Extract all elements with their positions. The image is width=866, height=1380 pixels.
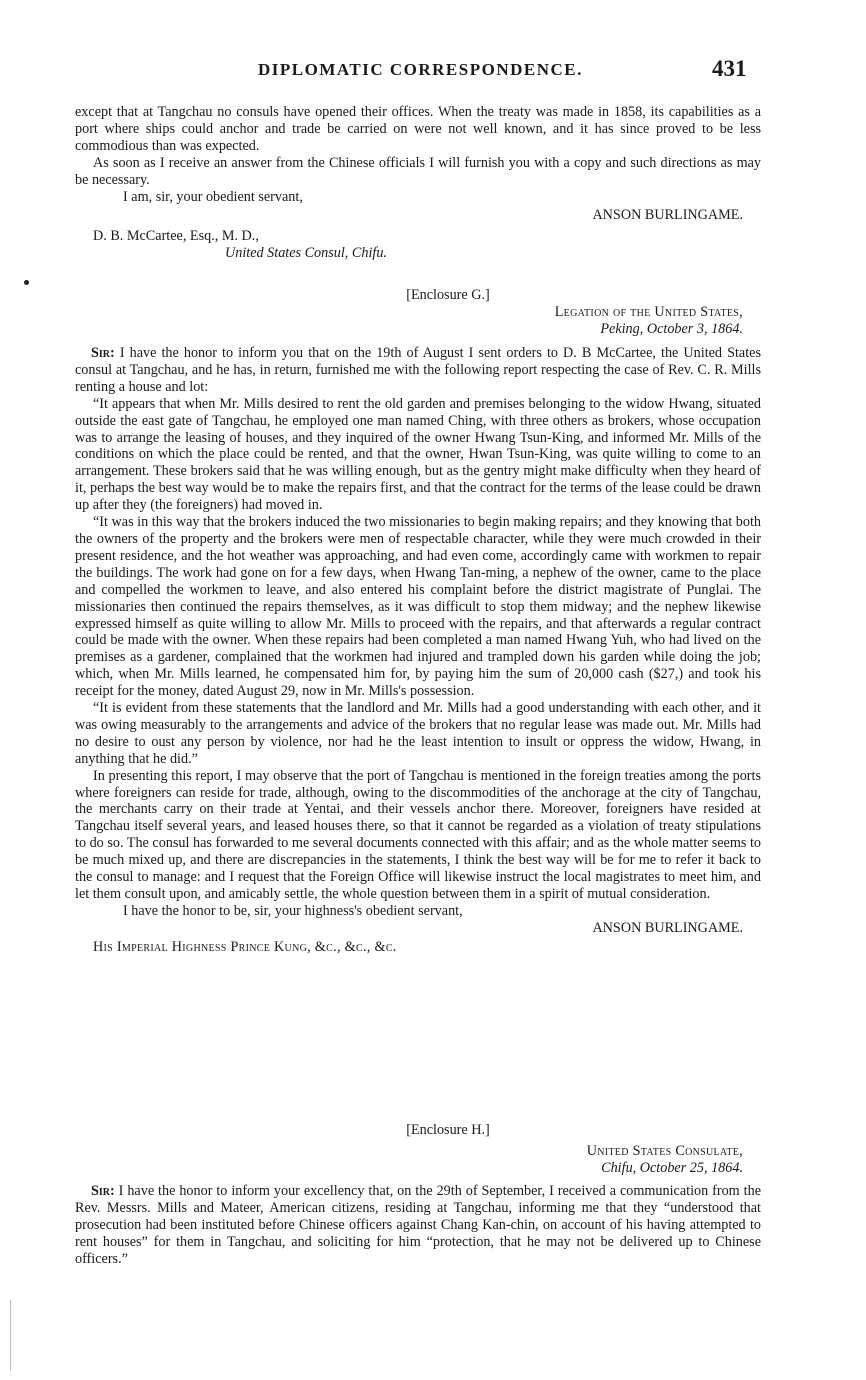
previous-letter-end	[75, 104, 761, 262]
enclosure-label: [Enclosure G.]	[406, 287, 490, 303]
paragraph: I have the honor to inform your excellency that, on the 29th of September, I received a communication from the Rev. Messrs. Mills and Mateer, American citizens, residing at Tangchau, informing me that they “understood that prosecution had been instituted before Chinese officers against Chang Kan-chin, on account of his having attempted to rent houses” for them in Tangchau, and soliciting for him “protection, that he may not be delivered up to Chinese officers.”	[75, 1183, 761, 1267]
salutation: Sir:	[91, 1183, 115, 1199]
dateline: Peking, October 3, 1864.	[600, 320, 743, 337]
paragraph: I have the honor to inform you that on the 19th of August I sent orders to D. B McCartee, the United States consul at Tangchau, and he has, in return, furnished me with the following report respecting the case of Rev. C. R. Mills renting a house and lot:	[75, 345, 761, 395]
closing-line: I am, sir, your obedient servant,	[123, 188, 303, 205]
signature: ANSON BURLINGAME.	[592, 207, 743, 224]
signature: ANSON BURLINGAME.	[592, 919, 743, 936]
running-header	[0, 56, 866, 86]
addressee-title: United States Consul, Chifu.	[225, 245, 387, 262]
page-edge-line	[10, 1300, 11, 1370]
addressee: His Imperial Highness Prince Kung, &c., &c., &c.	[93, 938, 397, 955]
quoted-paragraph: “It is evident from these statements that the landlord and Mr. Mills had a good understanding with each other, and it was owing measurably to the arrangements and advice of the brokers that no regular lease was made out. Mr. Mills had no desire to oust any person by violence, nor had he the least intention to insult or oppress the widow, Hwang, in anything that he did.”	[75, 700, 761, 767]
enclosure-g-body	[75, 345, 761, 956]
closing-line: I have the honor to be, sir, your highness's obedient servant,	[123, 902, 463, 919]
sender-line: Legation of the United States,	[554, 303, 743, 320]
dateline: Chifu, October 25, 1864.	[601, 1159, 743, 1176]
enclosure-h-body	[75, 1183, 761, 1268]
margin-mark	[24, 280, 29, 285]
paragraph: As soon as I receive an answer from the Chinese officials I will furnish you with a copy and such directions as may be necessary.	[75, 154, 761, 188]
salutation: Sir:	[91, 345, 115, 361]
enclosure-h-heading	[75, 1122, 761, 1177]
paragraph: except that at Tangchau no consuls have opened their offices. When the treaty was made in 1858, its capabilities as a port where ships could anchor and trade be carried on were not well known, and it has since proved to be less commodious than was expected.	[75, 104, 761, 154]
quoted-paragraph: “It appears that when Mr. Mills desired to rent the old garden and premises belonging to the widow Hwang, situated outside the east gate of Tangchau, he employed one man named Ching, with three others as brokers, whose occupation was to arrange the leasing of houses, and they inquired of the owner Hwang Tsun-King, and informed Mr. Mills of the conditions on which the place could be rented, and that the owner, Hwan Tsun-King, was quite willing to come to an arrangement. These brokers said that he was willing enough, but as the gentry might make difficulty when they heard of it, perhaps the best way would be to make the repairs first, and that the contract for the terms of the lease could be drawn up after they (the foreigners) had moved in.	[75, 395, 761, 514]
enclosure-g-heading	[75, 287, 761, 338]
page-number: 431	[712, 56, 747, 81]
sender-line: United States Consulate,	[586, 1142, 743, 1159]
paragraph: In presenting this report, I may observe that the port of Tangchau is mentioned in the foreign treaties among the ports where foreigners can reside for trade, although, owing to the discommodities of the anchorage at the city of Tangchau, the merchants carry on their trade at Yentai, and their vessels anchor there. Moreover, foreigners have resided at Tangchau itself several years, and leased houses there, so that it cannot be regarded as a violation of treaty stipulations to do so. The consul has forwarded to me several documents connected with this affair; and as the whole matter seems to be much mixed up, and there are discrepancies in the statements, I think the best way will be for me to refer it back to the consul to manage: and I request that the Foreign Office will likewise instruct the local magistrates to meet him, and let them consult upon, and amicably settle, the whole question between them in a spirit of mutual consideration.	[75, 767, 761, 902]
addressee-name: D. B. McCartee, Esq., M. D.,	[93, 228, 259, 245]
quoted-paragraph: “It was in this way that the brokers induced the two missionaries to begin making repairs; and they knowing that both the owners of the property and the brokers were men of respectable character, while they were much crowded in their present residence, and the hot weather was approaching, and had even come, accordingly came with workmen to repair the buildings. The work had gone on for a few days, when Hwang Tan-ming, a nephew of the owner, came to the place and compelled the workmen to leave, and also entered his complaint before the district magistrate of Punglai. The missionaries then continued the repairs themselves, as it was difficult to stop them midway; and the nephew likewise expressed himself as quite willing to allow Mr. Mills to proceed with the repairs, and that afterwards a regular contract could be made with the owner. When these repairs had been completed a man named Hwang Yuh, who had lived on the premises as a gardener, complained that the workmen had injured and trampled down his garden while doing the job; which, when Mr. Mills learned, he compensated him for, by paying him the sum of 20,000 cash ($27,) and took his receipt for the money, dated August 29, now in Mr. Mills's possession.	[75, 514, 761, 700]
enclosure-label: [Enclosure H.]	[406, 1122, 490, 1138]
running-title: DIPLOMATIC CORRESPONDENCE.	[258, 60, 583, 79]
